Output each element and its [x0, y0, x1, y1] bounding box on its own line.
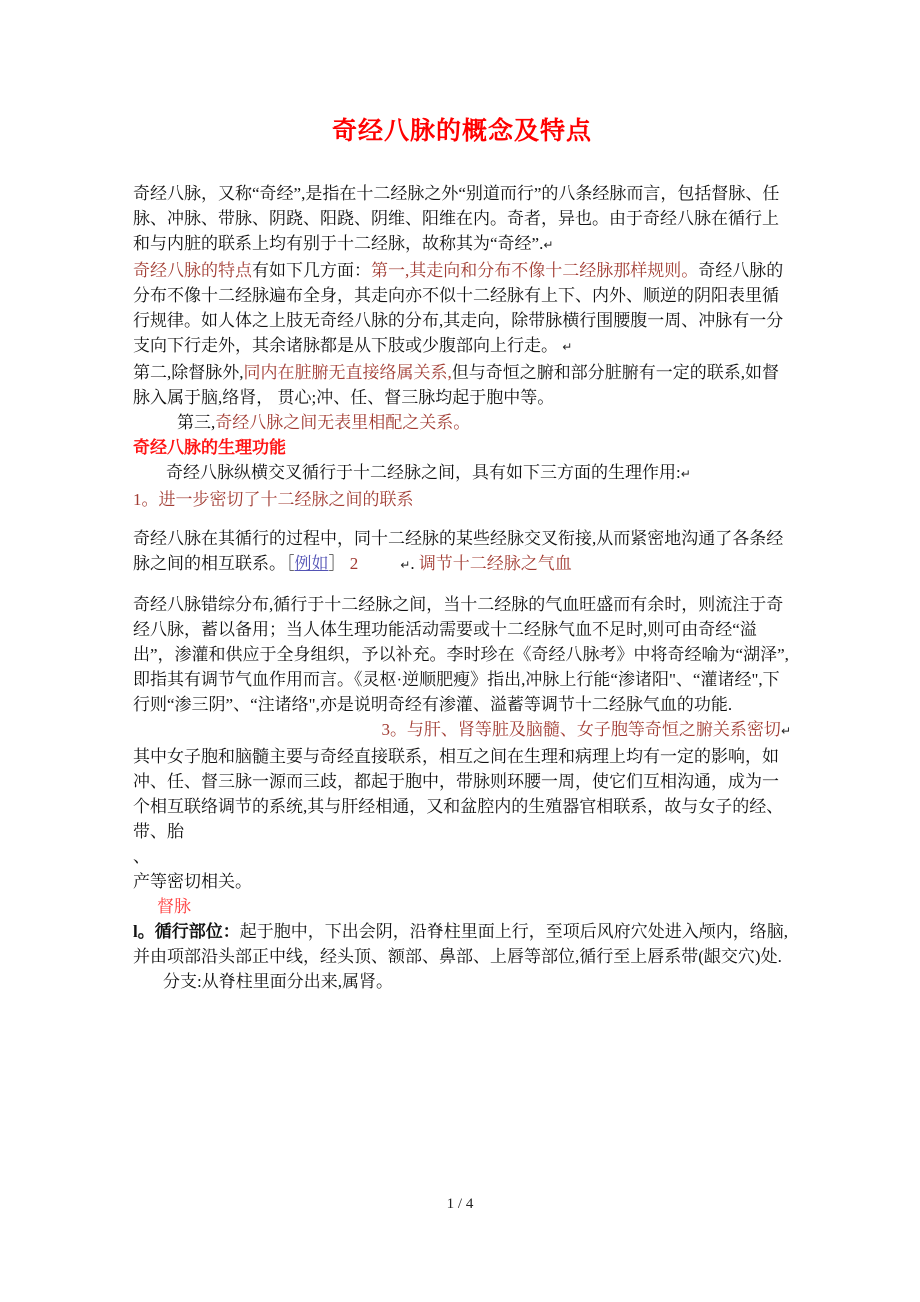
intro-paragraph: [133, 181, 791, 258]
page-title: 奇经八脉的概念及特点: [331, 118, 592, 145]
physiology-heading: [133, 435, 791, 460]
text-run: 奇经八脉，又称“奇经”,是指在十二经脉之外“别道而行”的八条经脉而言，包括督脉、任脉、冲脉、带脉、阴跷、阳跷、阴维、阳维在内。奇者，异也。由于奇经八脉在循行上和与内脏的联系上均有别于十二经脉，故称其为“奇经”.: [133, 184, 780, 253]
paragraph-mark-icon: ↵: [680, 467, 691, 481]
function-3-heading-line: [133, 717, 791, 744]
text-run: .: [410, 554, 419, 573]
page-number: 1 / 4: [446, 1196, 474, 1212]
blank-line: [133, 512, 791, 526]
text-run: 奇经八脉在其循行的过程中，同十二经脉的某些经脉交叉衔接,从而紧密地沟通了各条经脉之间的相互联系。［: [133, 529, 784, 573]
function-1-paragraph: [133, 526, 791, 578]
text-run: 2: [349, 554, 359, 573]
text-run: 1。进一步密切了十二经脉之间的联系: [133, 490, 414, 509]
blank-line: [133, 578, 791, 592]
text-run: 奇经八脉之间无表里相配之关系。: [215, 413, 471, 432]
text-run: 分支:从脊柱里面分出来,属肾。: [163, 972, 393, 991]
text-run: 奇经八脉的特点: [133, 261, 252, 280]
text-run: 奇经八脉错综分布,循行于十二经脉之间，当十二经脉的气血旺盛而有余时，则流注于奇经八脉，蓄以备用；当人体生理功能活动需要或十二经脉气血不足时,则可由奇经“溢出”，渗灌和供应于全身组织，予以补充。李时珍在《奇经八脉考》中将奇经喻为“湖泽”,即指其有调节气血作用而言。《灵枢·逆顺肥瘦》指出,冲脉上行能“渗诸阳"、“灌诸经",下行则“渗三阴”、“注诸络",亦是说明奇经有渗灌、溢蓄等调节十二经脉气血的功能.: [133, 595, 789, 714]
text-run: 3。与肝、肾等脏及脑髓、女子胞等奇恒之腑关系密切: [381, 720, 781, 739]
text-run: 产等密切相关。: [133, 872, 252, 891]
text-run: 奇经八脉的生理功能: [133, 438, 286, 457]
physiology-intro-paragraph: [133, 460, 791, 487]
text-run: 其中女子胞和脑髓主要与奇经直接联系，相互之间在生理和病理上均有一定的影响，如冲、任、督三脉一源而三歧，都起于胞中，带脉则环腰一周，使它们互相沟通，成为一个相互联络调节的系统,其与肝经相通，又和盆腔内的生殖器官相联系，故与女子的经、带、胎: [133, 747, 784, 841]
text-run: l。循行部位：: [133, 922, 240, 941]
paragraph-mark-icon: ↵: [780, 724, 791, 738]
characteristics-paragraph: [133, 258, 791, 360]
dumai-branch-paragraph: [133, 969, 791, 994]
text-run: 第一,其走向和分布不像十二经脉那样规则。: [371, 261, 699, 280]
text-run: 但与奇恒之腑和部分脏腑有一定的联系,如督脉入属于脑,络肾， 贯心;冲、任、督三脉均起于胞中等。: [133, 363, 779, 407]
text-run: 督脉: [157, 897, 191, 916]
paragraph-mark-icon: ↵: [543, 238, 554, 252]
text-run: 第三,: [177, 413, 216, 432]
function-1-heading-line: [133, 487, 791, 512]
text-run: 奇经八脉纵横交叉循行于十二经脉之间，具有如下三方面的生理作用:: [166, 463, 681, 482]
dumai-label: [133, 894, 791, 919]
text-run: ］: [328, 554, 350, 573]
text-run: 调节十二经脉之气血: [418, 554, 572, 573]
paragraph-container: [133, 181, 791, 994]
wrap-comma-line: [133, 844, 791, 869]
third-point-paragraph: [133, 410, 791, 435]
paragraph-mark-icon: ↵: [400, 558, 411, 572]
text-run: 奇经八脉的分布不像十二经脉遍布全身，其走向亦不似十二经脉有上下、内外、顺逆的阴阳表里循行规律。如人体之上肢无奇经八脉的分布,其走向，除带脉横行围腰腹一周、冲脉有一分支向下行走外，其余诸脉都是从下肢或少腹部向上行走。: [133, 261, 784, 355]
document-body: [133, 116, 791, 994]
second-point-paragraph: [133, 360, 791, 410]
example-hyperlink[interactable]: 例如: [294, 554, 329, 573]
dumai-route-paragraph: [133, 919, 791, 969]
function-2-paragraph: [133, 592, 791, 717]
paragraph-mark-icon: ↵: [562, 340, 573, 354]
text-run: 有如下几方面：: [252, 261, 371, 280]
function-3-paragraph: [133, 744, 791, 844]
wrap-end-line: [133, 869, 791, 894]
text-run: 起于胞中，下出会阴，沿脊柱里面上行，至项后风府穴处进入颅内，络脑,并由项部沿头部正中线，经头顶、额部、鼻部、上唇等部位,循行至上唇系带(龈交穴)处.: [133, 922, 788, 966]
text-run: 、: [133, 847, 150, 866]
text-run: 同内在脏腑无直接络属关系,: [243, 363, 452, 382]
text-run: 第二,除督脉外,: [133, 363, 244, 382]
